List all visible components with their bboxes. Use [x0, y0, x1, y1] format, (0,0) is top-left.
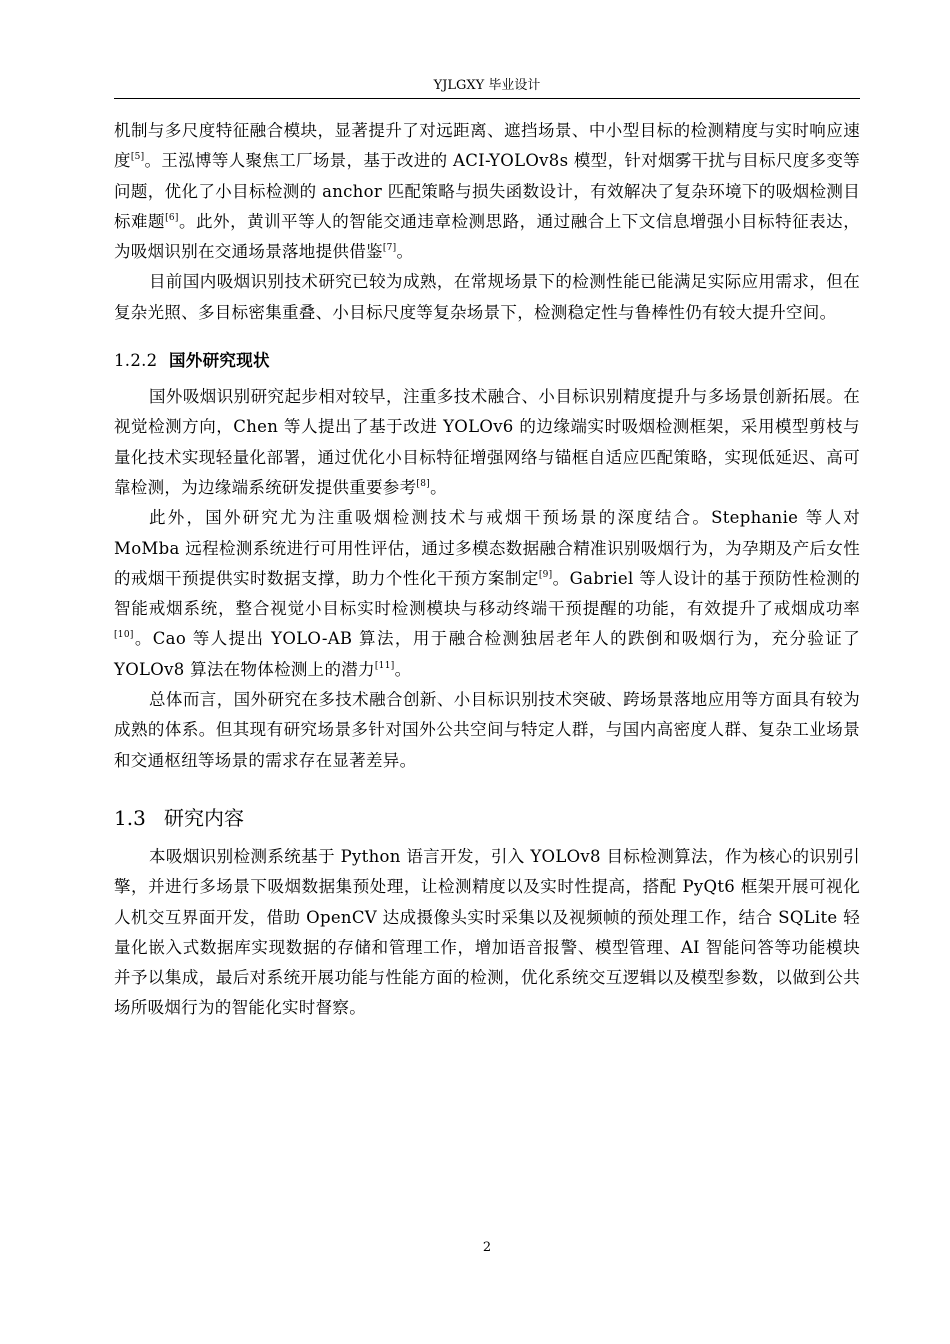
text-span: 。此外，黄训平等人的智能交通违章检测思路，通过融合上下文信息增强小目标特征表达，为吸烟识别在交通场景落地提供借鉴 — [114, 211, 860, 262]
paragraph-2: 目前国内吸烟识别技术研究已较为成熟，在常规场景下的检测性能已能满足实际应用需求，但在复杂光照、多目标密集重叠、小目标尺度等复杂场景下，检测稳定性与鲁棒性仍有较大提升空间。 — [114, 272, 860, 322]
citation: [6] — [165, 212, 179, 223]
heading-number: 1.3 — [114, 805, 146, 830]
citation: [7] — [382, 243, 397, 254]
section-heading — [114, 804, 860, 832]
citation: [8] — [416, 478, 431, 489]
text-span: 国外吸烟识别研究起步相对较早，注重多技术融合、小目标识别精度提升与多场景创新拓展。在视觉检测方向，Chen 等人提出了基于改进 YOLOv6 的边缘端实时吸烟检测框架，采用模型剪枝与量化技术实现轻量化部署，通过优化小目标特征增强网络与锚框自适应匹配策略，实现低延迟、高可靠检测，为边缘端系统研发提供重要参考 — [114, 387, 860, 497]
text-span: 。 — [394, 659, 412, 679]
heading-title: 国外研究现状 — [169, 351, 270, 371]
citation: [5] — [130, 152, 145, 163]
header-rule — [114, 98, 860, 99]
paragraph-6: 本吸烟识别检测系统基于 Python 语言开发，引入 YOLOv8 目标检测算法，作为核心的识别引擎，并进行多场景下吸烟数据集预处理，让检测精度以及实时性提高，搭配 PyQt6 框架开展可视化人机交互界面开发，借助 OpenCV 达成摄像头实时采集以及视频帧的预处理工作，结合 SQLite 轻量化嵌入式数据库实现数据的存储和管理工作，增加语音报警、模型管理、AI 智能问答等功能模块并予以集成，最后对系统开展功能与性能方面的检测，优化系统交互逻辑以及模型参数，以做到公共场所吸烟行为的智能化实时督察。 — [114, 846, 860, 1018]
text-span: 机制与多尺度特征融合模块，显著提升了对远距离、遮挡场景、中小型目标的检测精度与实时响应速度 — [114, 121, 860, 171]
citation: [11] — [374, 660, 395, 671]
text-span: 。Gabriel 等人设计的基于预防性检测的智能戒烟系统，整合视觉小目标实时检测模块与移动终端干预提醒的功能，有效提升了戒烟成功率 — [114, 568, 861, 619]
text-span: 。 — [396, 242, 414, 262]
text-span: 。王泓博等人聚焦工厂场景，基于改进的 ACI-YOLOv8s 模型，针对烟雾干扰与目标尺度多变等问题，优化了小目标检测的 anchor 匹配策略与损失函数设计，有效解决了复杂环境下的吸烟检测目标难题 — [114, 151, 860, 231]
paragraph-4 — [114, 503, 860, 685]
citation: [10] — [114, 630, 134, 641]
subsection-heading — [114, 348, 860, 374]
citation: [9] — [538, 569, 553, 580]
document-body — [114, 116, 860, 1024]
text-span: 此外，国外研究尤为注重吸烟检测技术与戒烟干预场景的深度结合。Stephanie 等人对 MoMba 远程检测系统进行可用性评估，通过多模态数据融合精准识别吸烟行为，为孕期及产后女性的戒烟干预提供实时数据支撑，助力个性化干预方案制定 — [114, 508, 860, 588]
heading-number: 1.2.2 — [114, 351, 158, 371]
heading-title: 研究内容 — [164, 805, 244, 830]
page-header: YJLGXY 毕业设计 — [433, 78, 541, 93]
text-span: 。 — [430, 477, 447, 497]
paragraph-3 — [114, 382, 860, 503]
page-number: 2 — [482, 1240, 492, 1255]
paragraph-1 — [114, 116, 860, 267]
text-span: 。Cao 等人提出 YOLO-AB 算法，用于融合检测独居老年人的跌倒和吸烟行为，充分验证了 YOLOv8 算法在物体检测上的潜力 — [114, 629, 860, 679]
paragraph-5: 总体而言，国外研究在多技术融合创新、小目标识别技术突破、跨场景落地应用等方面具有较为成熟的体系。但其现有研究场景多针对国外公共空间与特定人群，与国内高密度人群、复杂工业场景和交通枢纽等场景的需求存在显著差异。 — [114, 690, 860, 770]
